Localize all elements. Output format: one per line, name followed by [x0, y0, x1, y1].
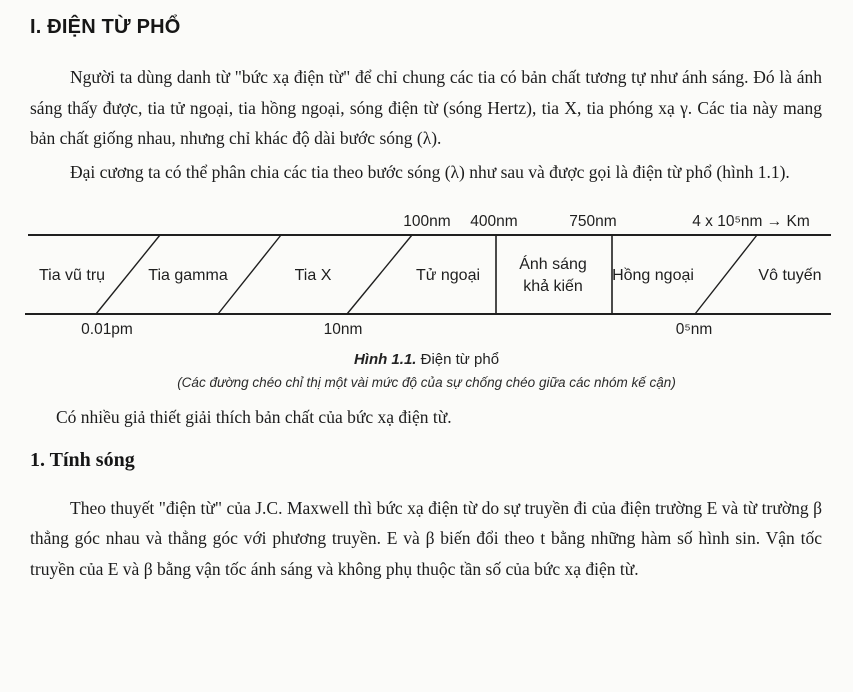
band-segment-labels: [39, 254, 822, 295]
label-4x10e5nm-km: 4 x 10⁵nm → Km: [692, 213, 810, 230]
label-radio: Vô tuyến: [758, 267, 822, 284]
paragraph-wave-theory: Theo thuyết "điện từ" của J.C. Maxwell thì bức xạ điện từ do sự truyền đi của điện trường E và từ trường β thẳng góc nhau và thẳng góc với phương truyền. E và β biến đổi theo t bằng những hàm số hình sin. Vận tốc truyền của E và β bằng vận tốc ánh sáng và không phụ thuộc tần số của bức xạ điện từ.: [30, 497, 822, 579]
paragraph-hypotheses: Có nhiều giả thiết giải thích bản chất của bức xạ điện từ.: [56, 407, 452, 427]
top-wavelength-labels: [403, 213, 809, 230]
label-400nm: 400nm: [470, 213, 518, 230]
label-visible-light-line1: Ánh sáng: [519, 256, 587, 273]
paragraph-intro: Người ta dùng danh từ "bức xạ điện từ" để chỉ chung các tia có bản chất tương tự như ánh sáng. Đó là ánh sáng thấy được, tia tử ngoại, tia hồng ngoại, sóng điện từ (sóng Hertz), tia X, tia phóng xạ γ. Các tia này mang bản chất giống nhau, nhưng chỉ khác độ dài bước sóng (λ).: [30, 67, 822, 148]
page-title: I. ĐIỆN TỪ PHỔ: [30, 16, 181, 38]
figure-electromagnetic-spectrum: [0, 207, 853, 393]
label-cosmic-rays: Tia vũ trụ: [38, 267, 106, 284]
label-0-01pm: 0.01pm: [81, 321, 133, 338]
section-heading-wave-nature: 1. Tính sóng: [30, 448, 135, 471]
bottom-wavelength-labels: [81, 321, 712, 338]
spectrum-diagram: [0, 207, 853, 342]
label-750nm: 750nm: [569, 213, 617, 230]
figure-caption: [0, 350, 853, 393]
label-100nm: 100nm: [403, 213, 451, 230]
separator-xray-uv: [347, 235, 412, 314]
separator-ir-radio: [695, 235, 757, 314]
label-10e5nm: 0⁵nm: [675, 321, 713, 338]
figure-caption-title: Điện từ phổ: [420, 351, 500, 368]
figure-caption-note: (Các đường chéo chỉ thị một vài mức độ của sự chống chéo giữa các nhóm kế cận): [177, 375, 676, 390]
label-x-rays: Tia X: [294, 267, 332, 284]
figure-caption-number: Hình 1.1.: [353, 351, 417, 368]
label-ultraviolet: Tử ngoại: [415, 267, 481, 284]
paragraph-overview: Đại cương ta có thể phân chia các tia theo bước sóng (λ) như sau và được gọi là điện từ phổ (hình 1.1).: [70, 161, 790, 182]
label-gamma-rays: Tia gamma: [148, 267, 228, 284]
label-visible-light-line2: khả kiến: [523, 278, 583, 295]
figure-caption-line: [0, 350, 853, 369]
label-10nm: 10nm: [323, 321, 363, 338]
label-infrared: Hồng ngoại: [612, 267, 694, 284]
